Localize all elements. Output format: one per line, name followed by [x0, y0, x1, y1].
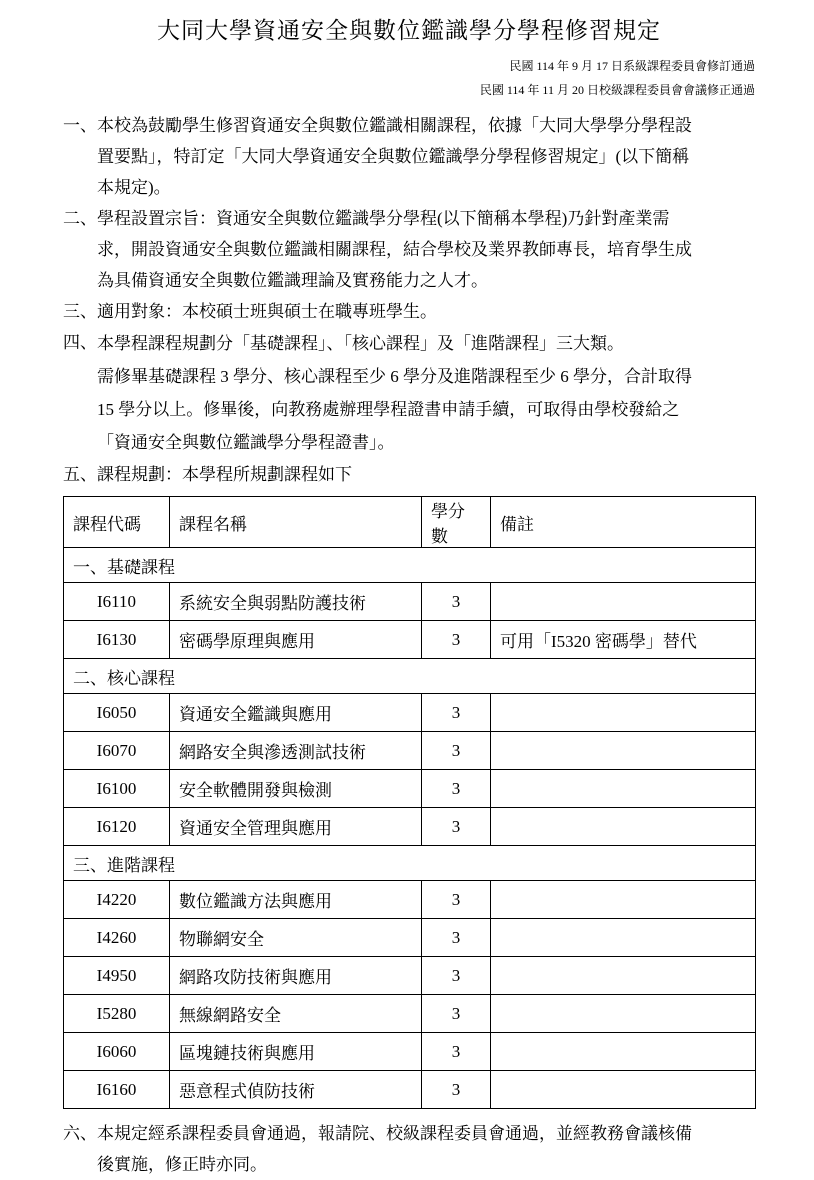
- header-note: 備註: [491, 497, 756, 548]
- course-name: 密碼學原理與應用: [170, 621, 422, 659]
- course-row: [64, 919, 756, 957]
- item-marker: 六、: [63, 1124, 97, 1143]
- course-credits: 3: [422, 808, 491, 846]
- table-header-row: [64, 497, 756, 548]
- approval-line: 民國 114 年 11 月 20 日校級課程委員會會議修正通過: [479, 83, 755, 97]
- item-line: 本規定)。: [97, 178, 171, 197]
- regulation-item-5: [63, 459, 755, 490]
- course-row: [64, 732, 756, 770]
- item-marker: 四、: [63, 333, 97, 352]
- course-code: I4260: [64, 919, 170, 957]
- course-name: 安全軟體開發與檢測: [170, 770, 422, 808]
- section-title: 一、基礎課程: [64, 548, 756, 583]
- course-credits: 3: [422, 881, 491, 919]
- course-code: I4950: [64, 957, 170, 995]
- regulation-item-2: [63, 203, 755, 296]
- course-note: [491, 732, 756, 770]
- page-title: 大同大學資通安全與數位鑑識學分學程修習規定: [157, 18, 661, 43]
- item-line: 求，開設資通安全與數位鑑識相關課程，結合學校及業界教師專長，培育學生成: [97, 240, 692, 259]
- item-line: 學程設置宗旨：資通安全與數位鑑識學分學程(以下簡稱本學程)乃針對產業需: [97, 209, 670, 228]
- course-code: I6130: [64, 621, 170, 659]
- approval-line: 民國 114 年 9 月 17 日系級課程委員會修訂通過: [509, 59, 755, 73]
- item-text: [97, 459, 755, 490]
- approval-history: [63, 54, 755, 102]
- course-name: 資通安全鑑識與應用: [170, 694, 422, 732]
- course-row: [64, 770, 756, 808]
- course-code: I6160: [64, 1071, 170, 1109]
- course-code: I5280: [64, 995, 170, 1033]
- course-code: I6100: [64, 770, 170, 808]
- course-row: [64, 694, 756, 732]
- course-note: 可用「I5320 密碼學」替代: [491, 621, 756, 659]
- item-line: 15 學分以上。修畢後，向教務處辦理學程證書申請手續，可取得由學校發給之: [97, 400, 680, 419]
- section-row-advanced: [64, 846, 756, 881]
- item-line: 「資通安全與數位鑑識學分學程證書」。: [97, 433, 395, 452]
- course-credits: 3: [422, 957, 491, 995]
- item-marker: 一、: [63, 116, 97, 135]
- course-name: 資通安全管理與應用: [170, 808, 422, 846]
- course-credits: 3: [422, 621, 491, 659]
- course-name: 區塊鏈技術與應用: [170, 1033, 422, 1071]
- course-note: [491, 995, 756, 1033]
- header-credits: 學分數: [422, 497, 491, 548]
- item-line: 適用對象：本校碩士班與碩士在職專班學生。: [97, 302, 437, 321]
- regulation-items: [63, 110, 755, 490]
- section-title: 二、核心課程: [64, 659, 756, 694]
- course-note: [491, 808, 756, 846]
- section-row-basic: [64, 548, 756, 583]
- header-course-code: 課程代碼: [64, 497, 170, 548]
- course-credits: 3: [422, 583, 491, 621]
- item-marker: 二、: [63, 209, 97, 228]
- course-row: [64, 881, 756, 919]
- course-note: [491, 919, 756, 957]
- course-credits: 3: [422, 732, 491, 770]
- course-name: 數位鑑識方法與應用: [170, 881, 422, 919]
- course-row: [64, 1033, 756, 1071]
- course-code: I4220: [64, 881, 170, 919]
- regulation-item-6: [63, 1118, 755, 1180]
- course-code: I6070: [64, 732, 170, 770]
- course-name: 系統安全與弱點防護技術: [170, 583, 422, 621]
- course-code: I6050: [64, 694, 170, 732]
- item-line: 為具備資通安全與數位鑑識理論及實務能力之人才。: [97, 271, 488, 290]
- item-text: [97, 296, 755, 327]
- item-text: [97, 110, 755, 203]
- regulation-item-1: [63, 110, 755, 203]
- course-row: [64, 621, 756, 659]
- course-name: 物聯網安全: [170, 919, 422, 957]
- section-title: 三、進階課程: [64, 846, 756, 881]
- course-credits: 3: [422, 770, 491, 808]
- course-name: 無線網路安全: [170, 995, 422, 1033]
- course-note: [491, 583, 756, 621]
- course-row: [64, 583, 756, 621]
- item-line: 需修畢基礎課程 3 學分、核心課程至少 6 學分及進階課程至少 6 學分，合計取得: [97, 367, 692, 386]
- course-row: [64, 957, 756, 995]
- item-text: [97, 203, 755, 296]
- course-credits: 3: [422, 995, 491, 1033]
- regulation-item-4: [63, 327, 755, 459]
- course-name: 網路攻防技術與應用: [170, 957, 422, 995]
- course-note: [491, 881, 756, 919]
- course-note: [491, 694, 756, 732]
- item-line: 本學程課程規劃分「基礎課程」、「核心課程」及「進階課程」三大類。: [97, 334, 624, 353]
- course-credits: 3: [422, 1033, 491, 1071]
- section-row-core: [64, 659, 756, 694]
- item-line: 後實施，修正時亦同。: [97, 1155, 267, 1174]
- regulation-item-3: [63, 296, 755, 327]
- course-credits: 3: [422, 694, 491, 732]
- course-note: [491, 1071, 756, 1109]
- course-note: [491, 957, 756, 995]
- course-row: [64, 995, 756, 1033]
- course-note: [491, 1033, 756, 1071]
- course-credits: 3: [422, 1071, 491, 1109]
- course-code: I6110: [64, 583, 170, 621]
- item-marker: 三、: [63, 302, 97, 321]
- course-name: 網路安全與滲透測試技術: [170, 732, 422, 770]
- header-course-name: 課程名稱: [170, 497, 422, 548]
- course-code: I6060: [64, 1033, 170, 1071]
- item-marker: 五、: [63, 465, 97, 484]
- course-plan-table: [63, 496, 756, 1109]
- item-line: 課程規劃：本學程所規劃課程如下: [97, 465, 352, 484]
- item-text: [97, 327, 755, 459]
- item-text: [97, 1118, 755, 1180]
- item-line: 本校為鼓勵學生修習資通安全與數位鑑識相關課程，依據「大同大學學分學程設: [97, 116, 692, 135]
- course-code: I6120: [64, 808, 170, 846]
- course-name: 惡意程式偵防技術: [170, 1071, 422, 1109]
- course-row: [64, 808, 756, 846]
- item-line: 置要點」，特訂定「大同大學資通安全與數位鑑識學分學程修習規定」(以下簡稱: [97, 147, 690, 166]
- course-note: [491, 770, 756, 808]
- item-line: 本規定經系課程委員會通過，報請院、校級課程委員會通過，並經教務會議核備: [97, 1124, 692, 1143]
- regulation-items-footer: [63, 1118, 755, 1180]
- course-row: [64, 1071, 756, 1109]
- course-credits: 3: [422, 919, 491, 957]
